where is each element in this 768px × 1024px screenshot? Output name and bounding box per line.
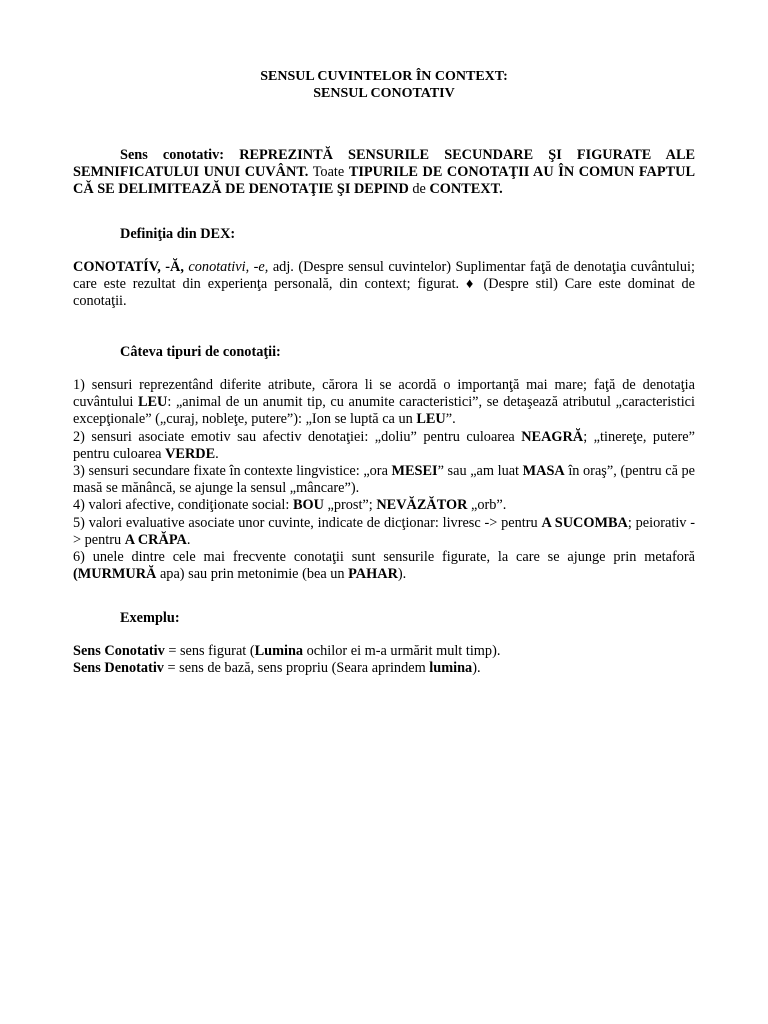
dex-forms: conotativi, -e, [188, 259, 269, 275]
intro-bold-3: CONTEXT. [429, 181, 503, 198]
example-heading: Exemplu: [120, 610, 180, 626]
types-heading: Câteva tipuri de conotaţii: [120, 344, 281, 360]
list-item: 1) sensuri reprezentând diferite atribute, cărora li se acordă o importanţă mai mare; faţă de denotaţia cuvântului LEU: „animal de un anumit tip, cu anumite caracteristici”, se detaşează atributul „caracteristici excepţionale” („curaj, nobleţe, putere”): „Ion se luptă ca un LEU”. [73, 377, 695, 428]
dex-definition [73, 259, 695, 311]
example-denotative: Sens Denotativ = sens de bază, sens propriu (Seara aprindem lumina). [73, 660, 481, 677]
list-item: 3) sensuri secundare fixate în contexte lingvistice: „ora MESEI” sau „am luat MASA în oraş”, (pentru că pe masă se mănâncă, se ajunge la sensul „mâncare”). [73, 463, 696, 497]
intro-label: Sens conotativ: [120, 147, 240, 163]
dex-headword: CONOTATÍV, -Ă, [73, 259, 184, 275]
title-line-1: SENSUL CUVINTELOR ÎN CONTEXT: [260, 69, 508, 84]
types-list [73, 377, 695, 583]
dex-text: adj. (Despre sensul cuvintelor) Suplimentar faţă de denotaţia cuvântului; care este rezultat din experienţa personală, din context; figurat. ♦ (Despre stil) Care este dominat de conotaţii. [73, 259, 695, 310]
list-item: 4) valori afective, condiţionate social: BOU „prost”; NEVĂZĂTOR „orb”. [73, 497, 507, 514]
intro-text-2: de [408, 181, 430, 198]
intro-text-1: Toate [308, 164, 349, 181]
intro-paragraph [73, 147, 695, 199]
intro-bold-1: REPREZINTĂ SENSURILE SECUNDARE ŞI FIGURATE ALE SEMNIFICATULUI UNUI CUVÂNT. [73, 147, 696, 181]
intro-bold-2: TIPURILE DE CONOTAŢII AU ÎN COMUN FAPTUL CĂ SE DELIMITEAZĂ DE DENOTAŢIE ŞI DEPIND [73, 164, 695, 198]
list-item: 5) valori evaluative asociate unor cuvinte, indicate de dicţionar: livresc -> pentru A SUCOMBA; peiorativ -> pentru A CRĂPA. [73, 514, 696, 548]
dex-heading: Definiţia din DEX: [120, 226, 236, 242]
example-block [73, 643, 695, 677]
list-item: 2) sensuri asociate emotiv sau afectiv denotaţiei: „doliu” pentru culoarea NEAGRĂ; „tinereţe, putere” pentru culoarea VERDE. [73, 428, 695, 462]
list-item: 6) unele dintre cele mai frecvente conotaţii sunt sensurile figurate, la care se ajunge prin metaforă (MURMURĂ apa) sau prin metonimie (bea un PAHAR). [73, 549, 695, 583]
example-connotative: Sens Conotativ = sens figurat (Lumina ochilor ei m-a urmărit mult timp). [73, 643, 501, 659]
title-line-2: SENSUL CONOTATIV [313, 86, 455, 101]
